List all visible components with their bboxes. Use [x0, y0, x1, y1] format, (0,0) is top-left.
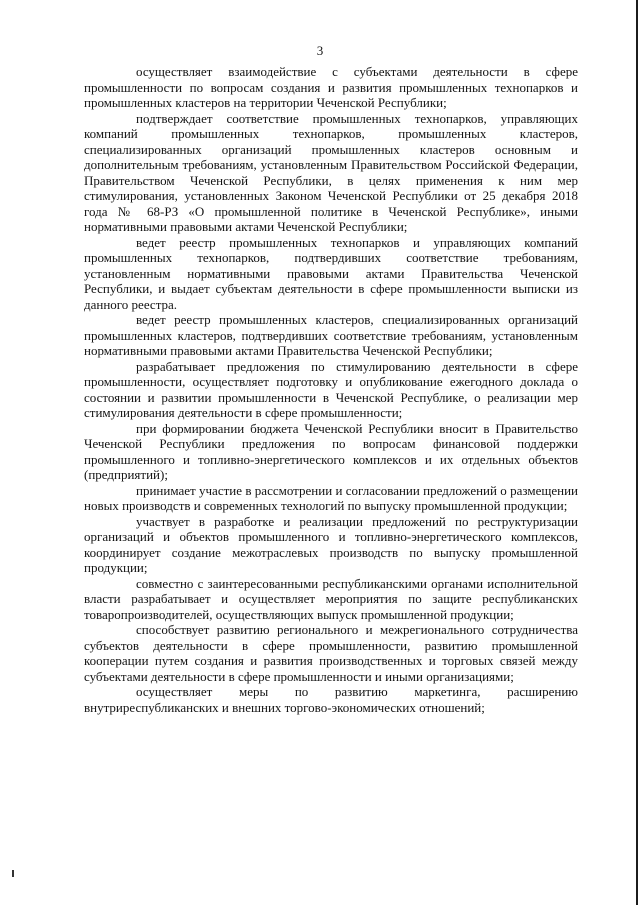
document-body	[84, 64, 578, 715]
paragraph-confirms-compliance: подтверждает соответствие промышленных технопарков, управляющих компаний промышленных технопарков, промышленных кластеров, специализированных организаций промышленных кластеров основным и дополнительным требованиям, установленным Правительством Российской Федерации, Правительством Чеченской Республики, в целях применения к ним мер стимулирования, установленных Законом Чеченской Республики от 25 декабря 2018 года № 68-РЗ «О промышленной политике в Чеченской Республике», иными нормативными правовыми актами Чеченской Республики;	[84, 110, 578, 234]
paragraph-cluster-registry: ведет реестр промышленных кластеров, специализированных организаций промышленных кластеров, подтвердивших соответствие требованиям, установленным нормативными правовыми актами Правительства Чеченской Республики;	[84, 312, 578, 358]
paragraph-marketing: осуществляет меры по развитию маркетинга, расширению внутриреспубликанских и внешних торгово-экономических отношений;	[84, 684, 578, 715]
paragraph-producer-protection: совместно с заинтересованными республиканскими органами исполнительной власти разрабатывает и осуществляет мероприятия по защите республиканских товаропроизводителей, осуществляющих выпуск промышленной продукции;	[84, 575, 578, 622]
paragraph-stimulation-proposals: разрабатывает предложения по стимулированию деятельности в сфере промышленности, осуществляет подготовку и опубликование ежегодного доклада о состоянии и развитии промышленности в Чеченской Республике, о реализации мер стимулирования деятельности в сфере промышленности;	[84, 358, 578, 420]
paragraph-cooperation: способствует развитию регионального и межрегионального сотрудничества субъектов деятельности в сфере промышленности, развитию промышленной кооперации путем создания и развития производственных и торговых связей между субъектами деятельности в сфере промышленности и иными организациями;	[84, 622, 578, 684]
scan-mark	[12, 870, 14, 877]
scan-right-edge	[636, 0, 638, 905]
paragraph-new-production: принимает участие в рассмотрении и согласовании предложений о размещении новых производств и современных технологий по выпуску промышленной продукции;	[84, 482, 578, 513]
paragraph-budget-proposals: при формировании бюджета Чеченской Республики вносит в Правительство Чеченской Республики предложения по вопросам финансовой поддержки промышленного и топливно-энергетического комплексов и их отдельных объектов (предприятий);	[84, 420, 578, 482]
paragraph-interaction: осуществляет взаимодействие с субъектами деятельности в сфере промышленности по вопросам создания и развития промышленных технопарков и промышленных кластеров на территории Чеченской Республики;	[84, 64, 578, 110]
paragraph-technopark-registry: ведет реестр промышленных технопарков и управляющих компаний промышленных технопарков, подтвердивших соответствие требованиям, установленным нормативными правовыми актами Правительства Чеченской Республики, и выдает субъектам деятельности в сфере промышленности выписки из данного реестра.	[84, 234, 578, 312]
paragraph-restructuring: участвует в разработке и реализации предложений по реструктуризации организаций и объектов промышленного и топливно-энергетического комплексов, координирует создание межотраслевых производств по выпуску промышленной продукции;	[84, 513, 578, 575]
page-number: 3	[316, 43, 324, 58]
